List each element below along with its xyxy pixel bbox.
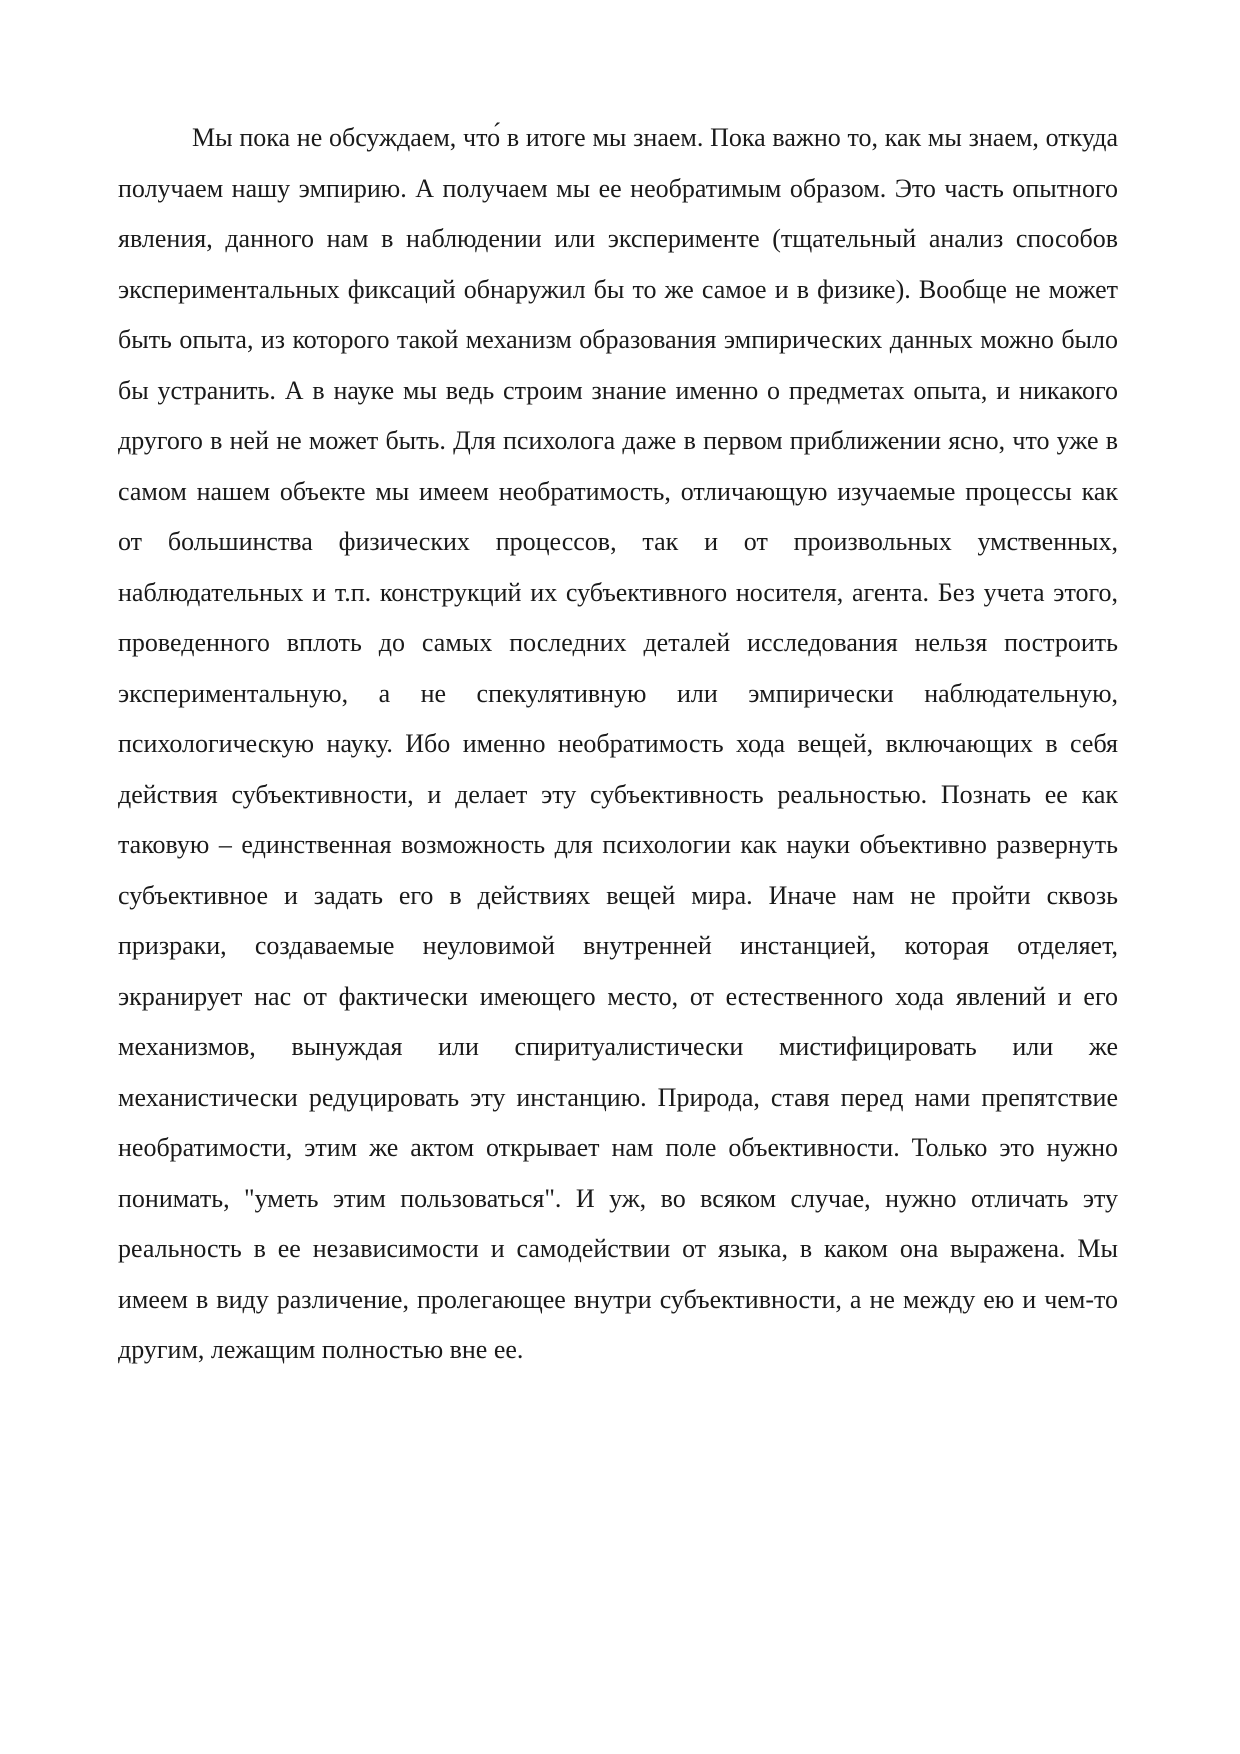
paragraph: Мы пока не обсуждаем, что́ в итоге мы знаем. Пока важно то, как мы знаем, откуда получаем нашу эмпирию. А получаем мы ее необратимым образом. Это часть опытного явления, данного нам в наблюдении или эксперименте (тщательный анализ способов экспериментальных фиксаций обнаружил бы то же самое и в физике). Вообще не может быть опыта, из которого такой механизм образования эмпирических данных можно было бы устранить. А в науке мы ведь строим знание именно о предметах опыта, и никакого другого в ней не может быть. Для психолога даже в первом приближении ясно, что уже в самом нашем объекте мы имеем необратимость, отличающую изучаемые процессы как от большинства физических процессов, так и от произвольных умственных, наблюдательных и т.п. конструкций их субъективного носителя, агента. Без учета этого, проведенного вплоть до самых последних деталей исследования нельзя построить экспериментальную, а не спекулятивную или эмпирически наблюдательную, психологическую науку. Ибо именно необратимость хода вещей, включающих в себя действия субъективности, и делает эту субъективность реальностью. Познать ее как таковую – единственная возможность для психологии как науки объективно развернуть субъективное и задать его в действиях вещей мира. Иначе нам не пройти сквозь призраки, создаваемые неуловимой внутренней инстанцией, которая отделяет, экранирует нас от фактически имеющего место, от естественного хода явлений и его механизмов, вынуждая или спиритуалистически мистифицировать или же механистически редуцировать эту инстанцию. Природа, ставя перед нами препятствие необратимости, этим же актом открывает нам поле объективности. Только это нужно понимать, "уметь этим пользоваться". И уж, во всяком случае, нужно отличать эту реальность в ее независимости и самодействии от языка, в каком она выражена. Мы имеем в виду различение, пролегающее внутри субъективности, а не между ею и чем-то другим, лежащим полностью вне ее.: [118, 123, 1118, 1364]
body-text: [118, 113, 1118, 1376]
